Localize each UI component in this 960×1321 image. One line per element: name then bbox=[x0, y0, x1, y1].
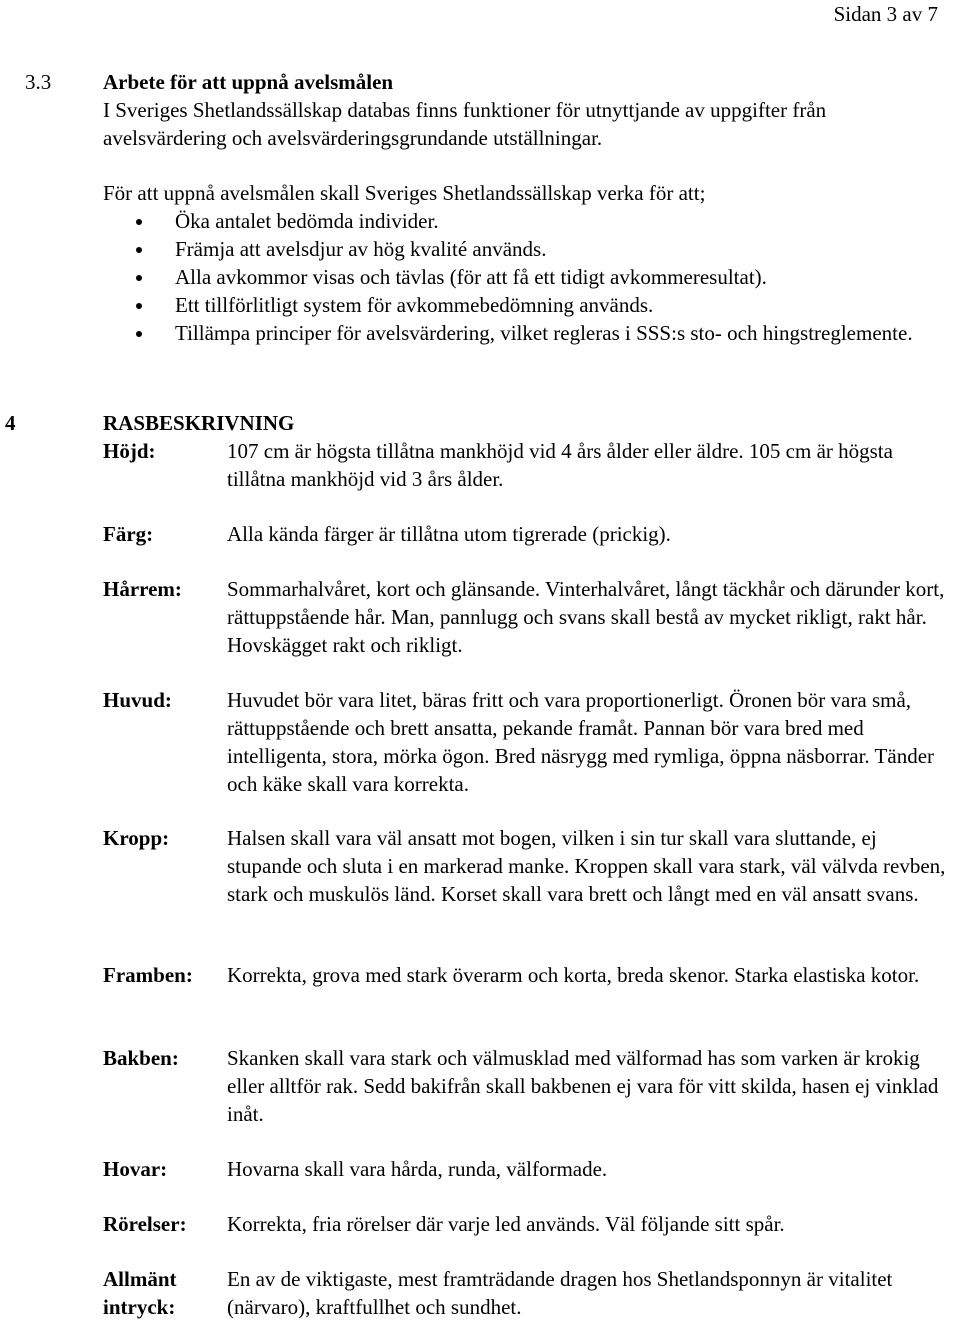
bullet-item: Alla avkommor visas och tävlas (för att få ett tidigt avkommeresultat). bbox=[133, 263, 933, 291]
field-value-huvud: Huvudet bör vara litet, bäras fritt och vara proportionerligt. Öronen bör vara små, rättuppstående och brett ansatta, pekande framåt. Pannan bör vara bred med intelligenta, stora, mörka ögon. Bred näsrygg med rymliga, öppna näsborrar. Tänder och käke skall vara korrekta. bbox=[227, 688, 935, 796]
field-value-kropp: Halsen skall vara väl ansatt mot bogen, vilken i sin tur skall vara sluttande, ej stupande och sluta i en markerad manke. Kroppen skall vara stark, väl välvda revben, stark och muskulös länd. Korset skall vara brett och långt med en väl ansatt svans. bbox=[227, 826, 946, 906]
section-3-3 bbox=[103, 68, 943, 152]
field-value-framben: Korrekta, grova med stark överarm och korta, breda skenor. Starka elastiska kotor. bbox=[227, 963, 920, 987]
section-4-number: 4 bbox=[5, 411, 16, 435]
section-3-3-body: I Sveriges Shetlandssällskap databas finns funktioner för utnyttjande av uppgifter från avelsvärdering och avelsvärderingsgrundande utställningar. bbox=[103, 98, 827, 150]
field-label-bakben: Bakben: bbox=[103, 1046, 179, 1070]
bullet-item: Tillämpa principer för avelsvärdering, vilket regleras i SSS:s sto- och hingstreglemente. bbox=[133, 319, 933, 347]
field-value-bakben: Skanken skall vara stark och välmusklad med välformad has som varken är krokig eller alltför rak. Sedd bakifrån skall bakbenen ej vara för vitt skilda, hasen ej vinklad inåt. bbox=[227, 1046, 939, 1126]
field-label-farg: Färg: bbox=[103, 522, 154, 546]
field-value-harrem: Sommarhalvåret, kort och glänsande. Vinterhalvåret, långt täckhår och därunder kort, rättuppstående hår. Man, pannlugg och svans skall bestå av mycket rikligt, rakt hår. Hovskägget rakt och rikligt. bbox=[227, 577, 945, 657]
bullet-item: Öka antalet bedömda individer. bbox=[133, 207, 933, 235]
field-label-kropp: Kropp: bbox=[103, 826, 170, 850]
field-label-hojd: Höjd: bbox=[103, 439, 156, 463]
field-value-farg: Alla kända färger är tillåtna utom tigrerade (prickig). bbox=[227, 522, 671, 546]
page-number: Sidan 3 av 7 bbox=[833, 2, 938, 26]
field-value-hovar: Hovarna skall vara hårda, runda, välformade. bbox=[227, 1157, 608, 1181]
field-label-hovar: Hovar: bbox=[103, 1157, 168, 1181]
bullet-item: Främja att avelsdjur av hög kvalité används. bbox=[133, 235, 933, 263]
section-3-3-intro: För att uppnå avelsmålen skall Sveriges Shetlandssällskap verka för att; bbox=[103, 181, 706, 205]
field-label-rorelser: Rörelser: bbox=[103, 1212, 187, 1236]
section-3-3-number: 3.3 bbox=[25, 70, 52, 94]
field-label-huvud: Huvud: bbox=[103, 688, 172, 712]
field-value-allmant-intryck: En av de viktigaste, mest framträdande dragen hos Shetlandsponnyn är vitalitet (närvaro), kraftfullhet och sundhet. bbox=[227, 1267, 893, 1319]
field-label-harrem: Hårrem: bbox=[103, 577, 182, 601]
field-label-framben: Framben: bbox=[103, 963, 193, 987]
section-4-title: RASBESKRIVNING bbox=[103, 411, 295, 435]
field-label-allmant-intryck: Allmänt intryck: bbox=[103, 1267, 177, 1319]
field-value-rorelser: Korrekta, fria rörelser där varje led används. Väl följande sitt spår. bbox=[227, 1212, 785, 1236]
bullet-item: Ett tillförlitligt system för avkommebedömning används. bbox=[133, 291, 933, 319]
field-value-hojd: 107 cm är högsta tillåtna mankhöjd vid 4 års ålder eller äldre. 105 cm är högsta tillåtna mankhöjd vid 3 års ålder. bbox=[227, 439, 893, 491]
goal-bullet-list bbox=[133, 207, 933, 347]
section-3-3-title: Arbete för att uppnå avelsmålen bbox=[103, 70, 394, 94]
